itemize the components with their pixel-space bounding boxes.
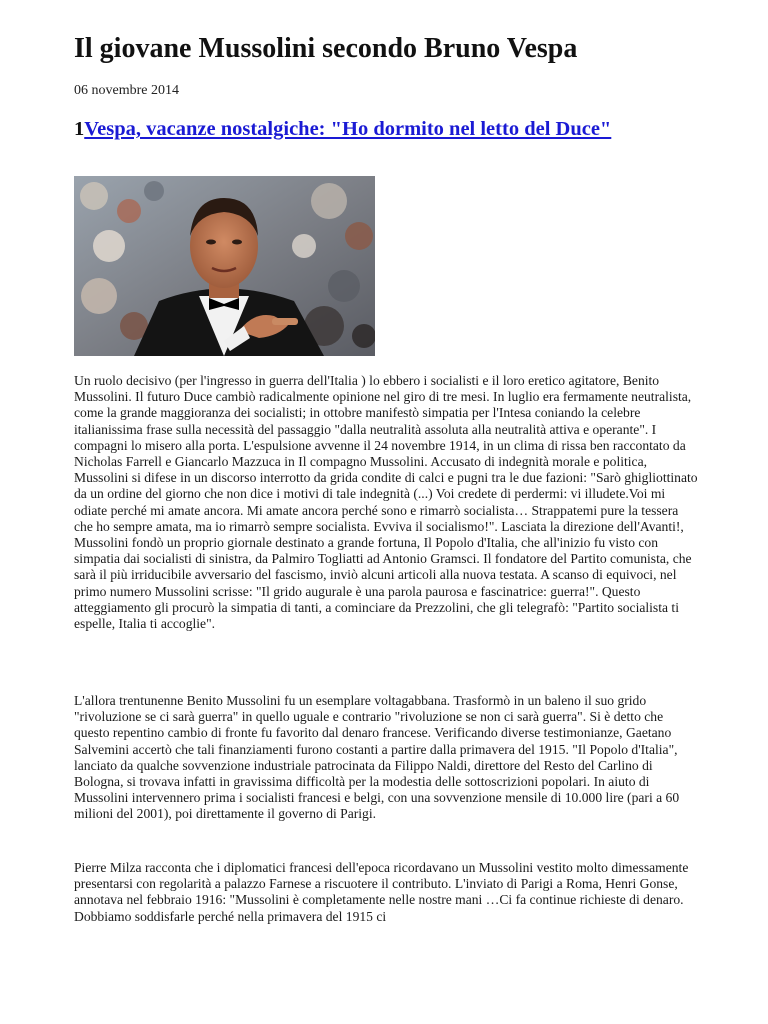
article-paragraph-1: Un ruolo decisivo (per l'ingresso in guerra dell'Italia ) lo ebbero i socialisti e il loro eretico agitatore, Benito Mussolini. Il futuro Duce cambiò radicalmente opinione nel giro di tre mesi. In luglio era fermamente neutralista, come la grande maggioranza dei socialisti; in ottobre manifestò simpatia per l'Intesa coniando la celebre italianissima frase sulla necessità del passaggio "dalla neutralità assoluta alla neutralità attiva e operante". I compagni lo misero alla porta. L'espulsione avvenne il 24 novembre 1914, in un clima di rissa ben raccontato da Nicholas Farrell e Giancarlo Mazzuca in Il compagno Mussolini. Accusato di indegnità morale e politica, Mussolini si difese in un discorso interrotto da grida condite di calci e pugni tra le due fazioni: "Sarò ghigliottinato da un ordine del giorno che non dice i motivi di tale indegnità (...) Voi credete di perdermi: vi illudete.Voi mi odiate perché mi amate ancora. Mi amate ancora perché sono e rimarrò socialista… Strappatemi pure la tessera che ho sempre amata, ma io rimarrò sempre socialista. Evviva il socialismo!". Lasciata la direzione dell'Avanti!, Mussolini fondò un proprio giornale destinato a grande fortuna, Il Popolo d'Italia, che all'inizio fu visto con simpatia dai socialisti di sinistra, da Palmiro Togliatti ad Antonio Gramsci. Il fondatore del Partito comunista, che sarà il più irriducibile avversario del fascismo, inviò alcuni articoli alla nuova testata. A scanso di equivoci, nel primo numero Mussolini scrisse: "Il grido augurale è una parola paurosa e fascinatrice: guerra!". Questo atteggiamento gli procurò la simpatia di tanti, a cominciare da Prezzolini, che gli telegrafò: "Partito socialista ti espelle, Italia ti accoglie". [74, 373, 698, 632]
headline-link[interactable]: Vespa, vacanze nostalgiche: "Ho dormito nel letto del Duce" [84, 118, 612, 140]
article-paragraph-3: Pierre Milza racconta che i diplomatici francesi dell'epoca ricordavano un Mussolini vestito molto dimessamente presentarsi con regolarità a palazzo Farnese a riscuotere il contributo. L'inviato di Parigi a Roma, Henri Gonse, annotava nel febbraio 1916: "Mussolini è completamente nelle nostre mani …Ci fa continue richieste di denaro. Dobbiamo soddisfarle perché nella primavera del 1915 ci [74, 860, 689, 924]
page-title: Il giovane Mussolini secondo Bruno Vespa [74, 33, 578, 64]
headline-number: 1 [74, 118, 85, 140]
portrait-photo-illustration [74, 176, 375, 356]
article-headline [74, 118, 611, 141]
article-paragraph-2: L'allora trentunenne Benito Mussolini fu un esemplare voltagabbana. Trasformò in un baleno il suo grido "rivoluzione se ci sarà guerra" in quello uguale e contrario "rivoluzione se non ci sarà guerra". Si è detto che questo repentino cambio di fronte fu favorito dal denaro francese. Verificando diverse testimonianze, Gaetano Salvemini accertò che tali finanziamenti furono costanti a partire dalla primavera del 1915. "Il Popolo d'Italia", lanciato da qualche sovvenzione industriale patrocinata da Filippo Naldi, direttore del Resto del Carlino di Bologna, si trovava infatti in gravissima difficoltà per la modestia delle sottoscrizioni popolari. In aiuto di Mussolini intervennero prima i socialisti francesi e belgi, con una sovvenzione mensile di 10.000 lire (pari a 60 milioni del 2001), poi direttamente il governo di Parigi. [74, 693, 680, 822]
publication-date: 06 novembre 2014 [74, 83, 179, 98]
article-photo [74, 176, 375, 356]
